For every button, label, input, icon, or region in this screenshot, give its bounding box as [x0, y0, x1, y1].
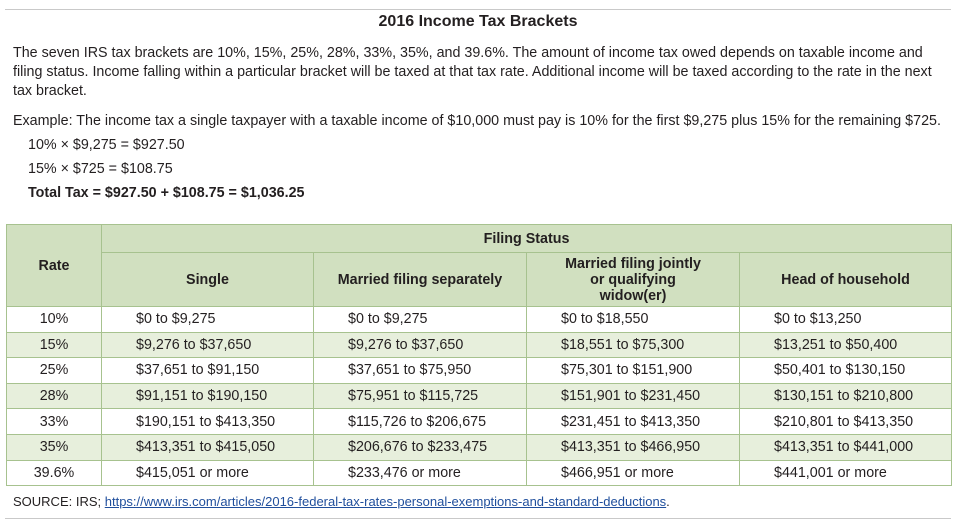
head-of-household-cell: $441,001 or more [740, 460, 952, 486]
married-jointly-cell: $75,301 to $151,900 [527, 358, 740, 384]
source-suffix: . [666, 494, 670, 509]
table-row [7, 460, 952, 486]
source-note [13, 494, 670, 510]
bottom-rule [5, 518, 951, 519]
married-jointly-cell: $0 to $18,550 [527, 307, 740, 333]
source-prefix: SOURCE: IRS; [13, 494, 105, 509]
married-jointly-cell: $413,351 to $466,950 [527, 434, 740, 460]
married-separately-cell: $0 to $9,275 [314, 307, 527, 333]
married-jointly-cell: $151,901 to $231,450 [527, 383, 740, 409]
head-of-household-cell: $0 to $13,250 [740, 307, 952, 333]
intro-paragraph: The seven IRS tax brackets are 10%, 15%, 25%, 28%, 33%, 35%, and 39.6%. The amount of income tax owed depends on taxable income and filing status. Income falling within a particular bracket will be taxed at that tax rate. Additional income will be taxed according to the rate in the next tax bracket. [13, 45, 932, 99]
married-separately-cell: $233,476 or more [314, 460, 527, 486]
rate-cell: 25% [7, 358, 102, 384]
rate-cell: 39.6% [7, 460, 102, 486]
table-row [7, 332, 952, 358]
table-row [7, 307, 952, 333]
single-cell: $37,651 to $91,150 [102, 358, 314, 384]
example-total-line: Total Tax = $927.50 + $108.75 = $1,036.25 [28, 185, 305, 201]
married-jointly-cell: $231,451 to $413,350 [527, 409, 740, 435]
head-of-household-cell: $130,151 to $210,800 [740, 383, 952, 409]
married-separately-cell: $206,676 to $233,475 [314, 434, 527, 460]
example-calc-line-1: 10% × $9,275 = $927.50 [28, 137, 185, 153]
example-text: Example: The income tax a single taxpayer with a taxable income of $10,000 must pay is 10% for the first $9,275 plus 15% for the remaining $725. [13, 113, 941, 129]
table-row [7, 383, 952, 409]
married-separately-cell: $37,651 to $75,950 [314, 358, 527, 384]
rate-cell: 28% [7, 383, 102, 409]
married-jointly-cell: $466,951 or more [527, 460, 740, 486]
married-separately-cell: $115,726 to $206,675 [314, 409, 527, 435]
married-separately-cell: $75,951 to $115,725 [314, 383, 527, 409]
married-separately-cell: $9,276 to $37,650 [314, 332, 527, 358]
top-rule [5, 9, 951, 10]
rate-cell: 10% [7, 307, 102, 333]
page-title: 2016 Income Tax Brackets [378, 13, 578, 30]
single-cell: $413,351 to $415,050 [102, 434, 314, 460]
column-header-married-separately: Married filing separately [314, 253, 527, 307]
rate-cell: 33% [7, 409, 102, 435]
single-cell: $190,151 to $413,350 [102, 409, 314, 435]
source-link[interactable]: https://www.irs.com/articles/2016-federal-tax-rates-personal-exemptions-and-standard-deductions [104, 494, 667, 509]
tax-brackets-table [6, 224, 952, 486]
example-calc-line-2: 15% × $725 = $108.75 [28, 161, 173, 177]
rate-cell: 15% [7, 332, 102, 358]
column-header-head-of-household: Head of household [740, 253, 952, 307]
single-cell: $0 to $9,275 [102, 307, 314, 333]
single-cell: $91,151 to $190,150 [102, 383, 314, 409]
head-of-household-cell: $13,251 to $50,400 [740, 332, 952, 358]
table-row [7, 434, 952, 460]
head-of-household-cell: $50,401 to $130,150 [740, 358, 952, 384]
head-of-household-cell: $413,351 to $441,000 [740, 434, 952, 460]
rate-header: Rate [7, 225, 102, 307]
single-cell: $9,276 to $37,650 [102, 332, 314, 358]
single-cell: $415,051 or more [102, 460, 314, 486]
column-header-single: Single [102, 253, 314, 307]
rate-cell: 35% [7, 434, 102, 460]
table-row [7, 409, 952, 435]
head-of-household-cell: $210,801 to $413,350 [740, 409, 952, 435]
married-jointly-cell: $18,551 to $75,300 [527, 332, 740, 358]
table-row [7, 358, 952, 384]
column-header-married-jointly: Married filing jointly or qualifying widow(er) [527, 253, 740, 307]
filing-status-header: Filing Status [102, 225, 952, 253]
